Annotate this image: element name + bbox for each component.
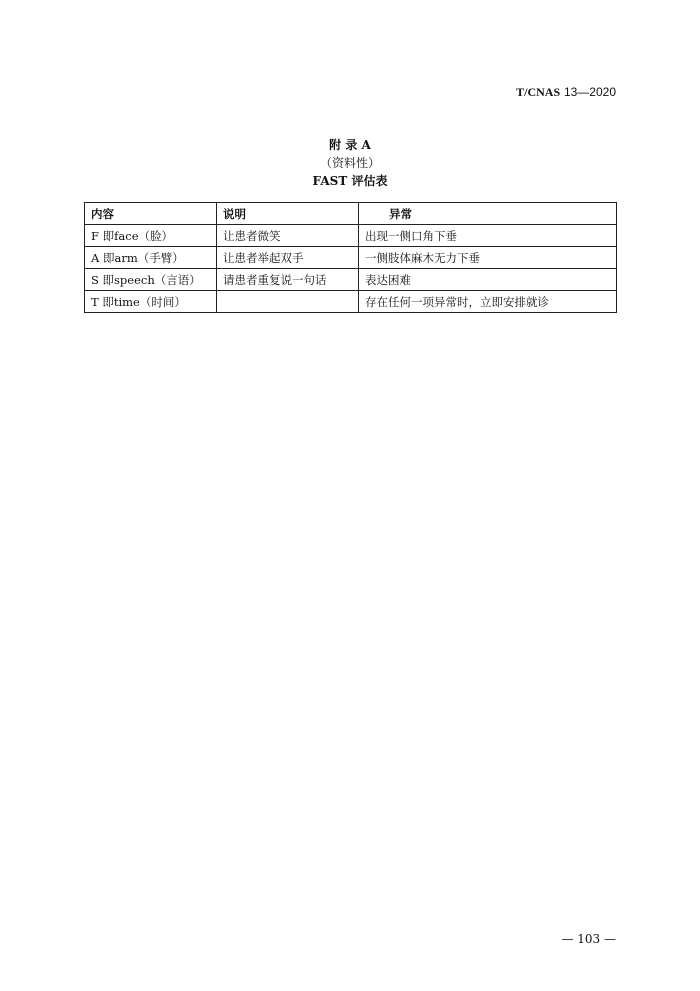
table-row — [85, 225, 617, 247]
table-cell: 请患者重复说一句话 — [217, 269, 359, 291]
header-description: 说明 — [217, 203, 359, 225]
header-abnormal: 异常 — [359, 203, 617, 225]
table-cell: 出现一侧口角下垂 — [359, 225, 617, 247]
appendix-nature: （资料性） — [319, 156, 380, 170]
table-cell: T 即time（时间） — [85, 291, 217, 313]
page-number: — 103 — — [561, 932, 616, 946]
appendix-title-block — [0, 136, 700, 190]
table-title: FAST 评估表 — [312, 174, 388, 188]
table-row — [85, 291, 617, 313]
table-cell: 让患者微笑 — [217, 225, 359, 247]
fast-table-container — [84, 202, 616, 313]
table-cell: A 即arm（手臂） — [85, 247, 217, 269]
appendix-label: 附 录 A — [329, 138, 371, 152]
table-row — [85, 269, 617, 291]
header-content: 内容 — [85, 203, 217, 225]
table-row — [85, 247, 617, 269]
fast-assessment-table — [84, 202, 617, 313]
table-cell: 让患者举起双手 — [217, 247, 359, 269]
table-header-row — [85, 203, 617, 225]
table-cell: 表达困难 — [359, 269, 617, 291]
document-code — [516, 85, 616, 100]
table-cell: 一侧肢体麻木无力下垂 — [359, 247, 617, 269]
document-number: 13—2020 — [563, 85, 616, 99]
table-cell: 存在任何一项异常时，立即安排就诊 — [359, 291, 617, 313]
document-series: T/CNAS — [516, 85, 561, 99]
table-cell: S 即speech（言语） — [85, 269, 217, 291]
table-cell — [217, 291, 359, 313]
table-cell: F 即face（脸） — [85, 225, 217, 247]
